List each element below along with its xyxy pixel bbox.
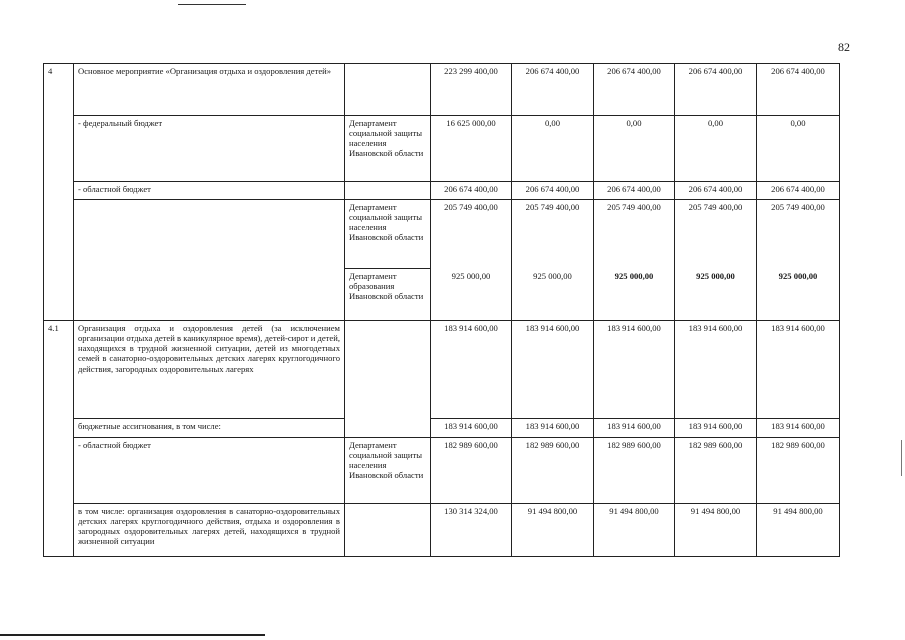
row-description: - областной бюджет (74, 182, 345, 200)
row-department (345, 321, 431, 438)
row-department (345, 504, 431, 557)
row-department (345, 182, 431, 200)
value-cell: 0,00 (594, 116, 675, 182)
row-description (74, 200, 345, 269)
table-row (44, 182, 840, 200)
value-cell: 205 749 400,00 (757, 200, 840, 269)
value-cell: 205 749 400,00 (675, 200, 757, 269)
row-description (74, 269, 345, 321)
value-cell: 205 749 400,00 (594, 200, 675, 269)
row-description: бюджетные ассигнования, в том числе: (74, 419, 345, 438)
table-row (44, 116, 840, 182)
value-cell: 183 914 600,00 (431, 321, 512, 419)
value-cell: 925 000,00 (512, 269, 594, 321)
value-cell: 0,00 (757, 116, 840, 182)
row-department: Департамент образования Ивановской области (345, 269, 431, 321)
value-cell: 223 299 400,00 (431, 64, 512, 116)
value-cell: 183 914 600,00 (512, 419, 594, 438)
value-cell: 91 494 800,00 (675, 504, 757, 557)
value-cell: 206 674 400,00 (757, 64, 840, 116)
value-cell: 925 000,00 (675, 269, 757, 321)
table-row (44, 64, 840, 116)
value-cell: 182 989 600,00 (757, 438, 840, 504)
value-cell: 16 625 000,00 (431, 116, 512, 182)
value-cell: 206 674 400,00 (675, 182, 757, 200)
table-row (44, 321, 840, 419)
value-cell: 183 914 600,00 (675, 321, 757, 419)
value-cell: 183 914 600,00 (431, 419, 512, 438)
row-department: Департамент социальной защиты населения Ивановской области (345, 116, 431, 182)
value-cell: 182 989 600,00 (675, 438, 757, 504)
value-cell: 0,00 (675, 116, 757, 182)
value-cell: 206 674 400,00 (512, 182, 594, 200)
row-description: - областной бюджет (74, 438, 345, 504)
value-cell: 91 494 800,00 (594, 504, 675, 557)
value-cell: 925 000,00 (757, 269, 840, 321)
value-cell: 206 674 400,00 (512, 64, 594, 116)
row-description: Организация отдыха и оздоровления детей (за исключением организации отдыха детей в каникулярное время), детей-сирот и детей, находящихся в трудной жизненной ситуации, детей из многодетных семей в санаторно-оздоровительных детских лагерях круглогодичного действия, загородных оздоровительных лагерях (74, 321, 345, 419)
row-department (345, 64, 431, 116)
budget-table (43, 63, 840, 557)
value-cell: 206 674 400,00 (675, 64, 757, 116)
value-cell: 91 494 800,00 (512, 504, 594, 557)
row-department: Департамент социальной защиты населения Ивановской области (345, 200, 431, 269)
value-cell: 206 674 400,00 (594, 64, 675, 116)
value-cell: 183 914 600,00 (675, 419, 757, 438)
row-number: 4.1 (44, 321, 74, 557)
value-cell: 182 989 600,00 (512, 438, 594, 504)
row-description: в том числе: организация оздоровления в санаторно-оздоровительных детских лагерях круглогодичного действия, отдыха и оздоровления в загородных оздоровительных лагерях детей, находящихся в трудной жизненной ситуации (74, 504, 345, 557)
bottom-rule (0, 634, 265, 636)
value-cell: 182 989 600,00 (594, 438, 675, 504)
table-row (44, 200, 840, 269)
row-description: - федеральный бюджет (74, 116, 345, 182)
value-cell: 182 989 600,00 (431, 438, 512, 504)
value-cell: 206 674 400,00 (594, 182, 675, 200)
row-number: 4 (44, 64, 74, 321)
value-cell: 206 674 400,00 (757, 182, 840, 200)
table-row (44, 269, 840, 321)
value-cell: 183 914 600,00 (757, 419, 840, 438)
value-cell: 91 494 800,00 (757, 504, 840, 557)
row-department: Департамент социальной защиты населения Ивановской области (345, 438, 431, 504)
value-cell: 183 914 600,00 (757, 321, 840, 419)
table-row (44, 419, 840, 438)
table-row (44, 504, 840, 557)
value-cell: 206 674 400,00 (431, 182, 512, 200)
value-cell: 205 749 400,00 (431, 200, 512, 269)
value-cell: 183 914 600,00 (512, 321, 594, 419)
scan-edge-mark (901, 440, 902, 476)
value-cell: 130 314 324,00 (431, 504, 512, 557)
value-cell: 925 000,00 (431, 269, 512, 321)
page-number: 82 (838, 40, 850, 54)
value-cell: 925 000,00 (594, 269, 675, 321)
value-cell: 183 914 600,00 (594, 419, 675, 438)
top-rule (178, 4, 246, 5)
value-cell: 0,00 (512, 116, 594, 182)
row-description: Основное мероприятие «Организация отдыха и оздоровления детей» (74, 64, 345, 116)
table-row (44, 438, 840, 504)
value-cell: 183 914 600,00 (594, 321, 675, 419)
value-cell: 205 749 400,00 (512, 200, 594, 269)
